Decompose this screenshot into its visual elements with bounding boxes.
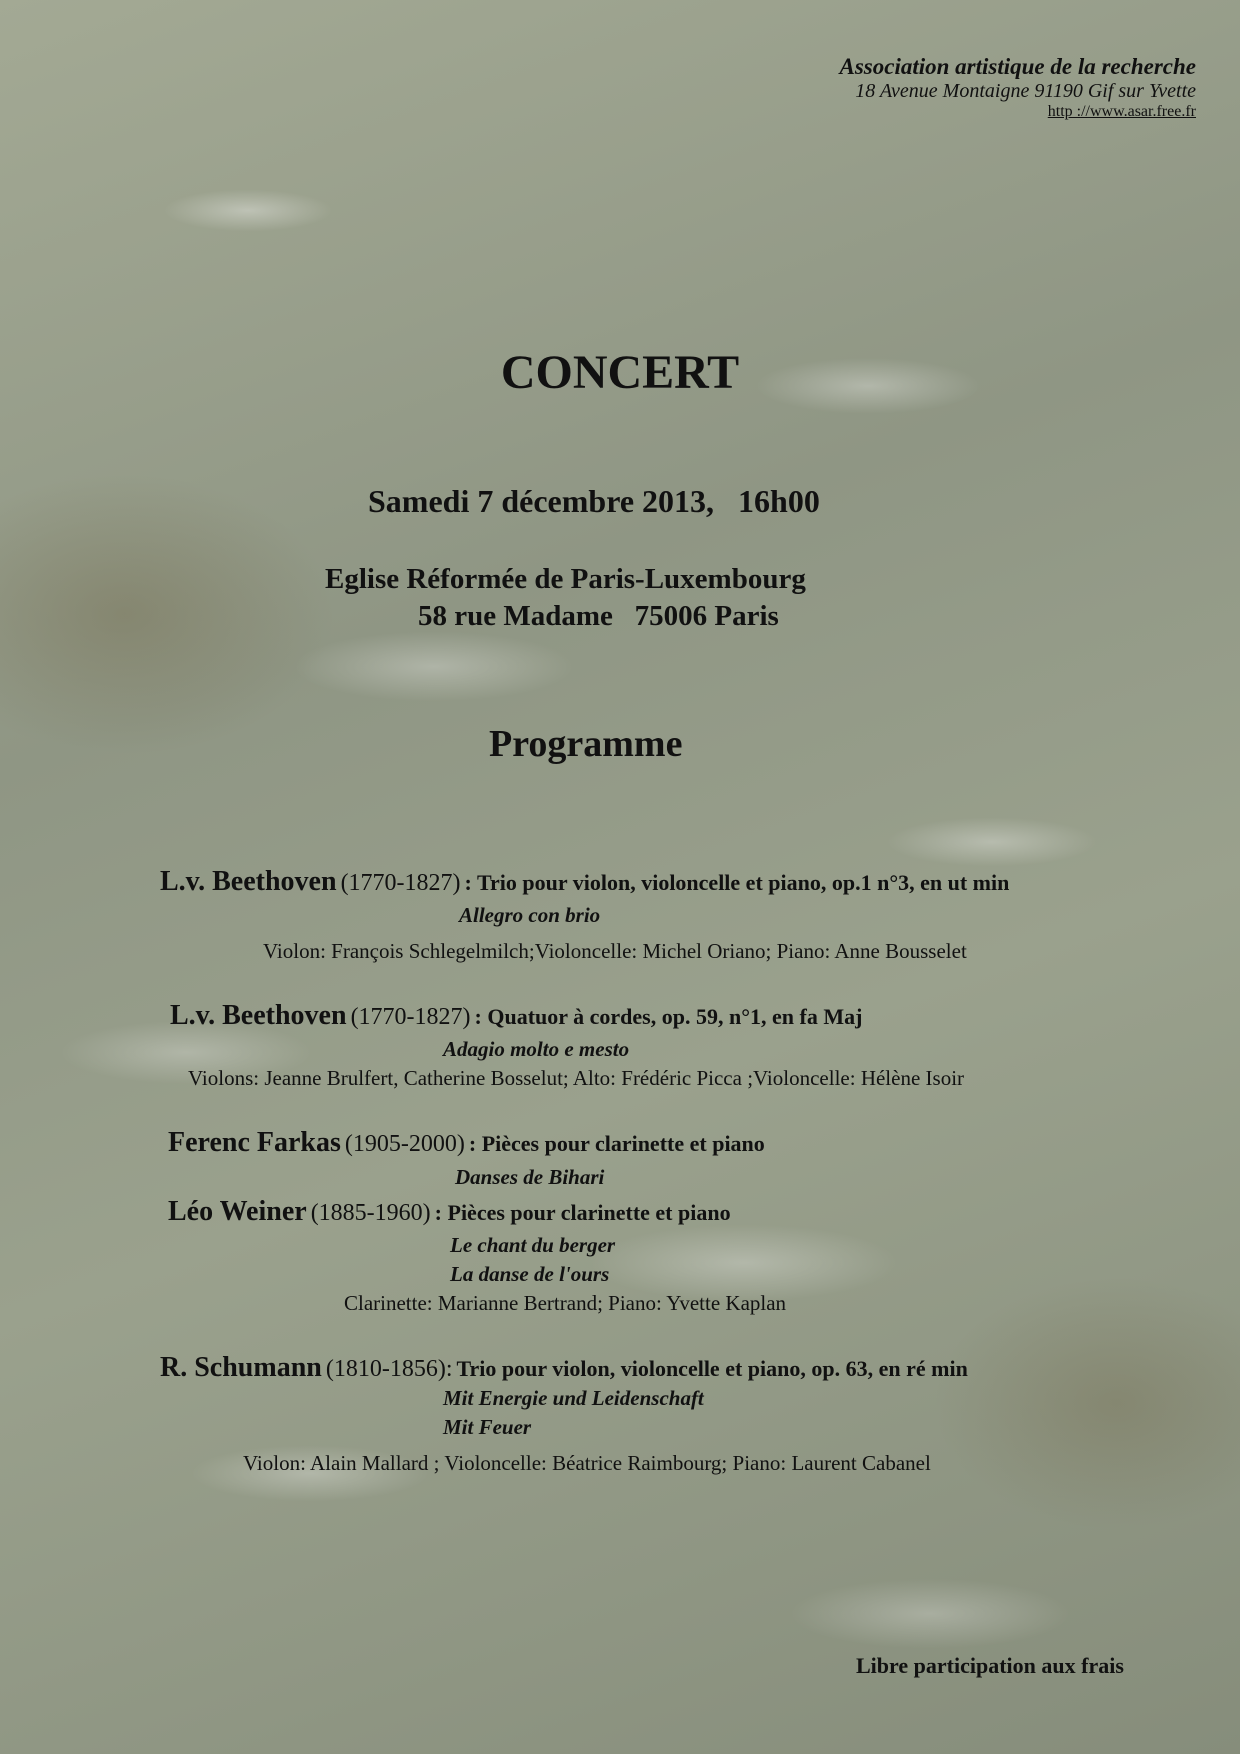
composer-dates: (1885-1960) — [310, 1200, 431, 1226]
work-title: Pièces pour clarinette et piano — [481, 1131, 765, 1156]
performers: Violons: Jeanne Brulfert, Catherine Bosselut; Alto: Frédéric Picca ;Violoncelle: Hélène Isoir — [188, 1066, 965, 1090]
performers: Violon: Alain Mallard ; Violoncelle: Béatrice Raimbourg; Piano: Laurent Cabanel — [243, 1451, 931, 1475]
concert-date: Samedi 7 décembre 2013, 16h00 — [368, 483, 820, 519]
performers: Clarinette: Marianne Bertrand; Piano: Yvette Kaplan — [344, 1291, 787, 1315]
programme-item-3-header: Ferenc Farkas (1905-2000) : Pièces pour clarinette et piano — [168, 1127, 765, 1158]
programme-item-4-header: Léo Weiner (1885-1960) : Pièces pour clarinette et piano — [168, 1196, 731, 1227]
movement: Mit Energie und Leidenschaft — [443, 1386, 704, 1410]
composer-name: Ferenc Farkas — [168, 1127, 341, 1158]
composer-name: R. Schumann — [160, 1352, 322, 1383]
composer-dates: (1905-2000) — [344, 1131, 465, 1157]
composer-dates: (1770-1827) — [350, 1004, 471, 1030]
composer-dates: (1810-1856): — [325, 1356, 453, 1382]
association-website-link[interactable]: http ://www.asar.free.fr — [1047, 103, 1196, 120]
programme-heading: Programme — [489, 723, 683, 765]
performers: Violon: François Schlegelmilch;Violoncelle: Michel Oriano; Piano: Anne Bousselet — [263, 939, 967, 963]
movement: Le chant du berger — [450, 1233, 616, 1257]
movement: Danses de Bihari — [455, 1165, 605, 1189]
work-title: Trio pour violon, violoncelle et piano, op. 63, en ré min — [456, 1356, 968, 1381]
association-address: 18 Avenue Montaigne 91190 Gif sur Yvette — [855, 80, 1196, 102]
venue-address: 58 rue Madame 75006 Paris — [418, 600, 779, 632]
composer-dates: (1770-1827) — [340, 870, 461, 896]
work-title: Pièces pour clarinette et piano — [447, 1200, 731, 1225]
page-title: CONCERT — [500, 346, 740, 399]
association-header — [840, 54, 1197, 121]
programme-item-5-header — [160, 1352, 968, 1384]
composer-name: L.v. Beethoven — [160, 866, 337, 897]
footer-note: Libre participation aux frais — [856, 1653, 1124, 1678]
movement: Allegro con brio — [459, 903, 601, 927]
movement: Mit Feuer — [443, 1415, 532, 1439]
composer-name: Léo Weiner — [168, 1196, 307, 1227]
programme-item-2-header: L.v. Beethoven (1770-1827) : Quatuor à cordes, op. 59, n°1, en fa Maj — [170, 1000, 863, 1031]
movement: La danse de l'ours — [450, 1262, 610, 1286]
composer-name: L.v. Beethoven — [170, 1000, 347, 1031]
programme-item-1-header: L.v. Beethoven (1770-1827) : Trio pour violon, violoncelle et piano, op.1 n°3, en ut min — [160, 866, 1010, 897]
association-name: Association artistique de la recherche — [839, 54, 1196, 79]
venue-name: Eglise Réformée de Paris-Luxembourg — [325, 563, 806, 595]
work-title: Trio pour violon, violoncelle et piano, op.1 n°3, en ut min — [476, 870, 1010, 895]
movement: Adagio molto e mesto — [443, 1037, 630, 1061]
work-title: Quatuor à cordes, op. 59, n°1, en fa Maj — [487, 1004, 863, 1029]
